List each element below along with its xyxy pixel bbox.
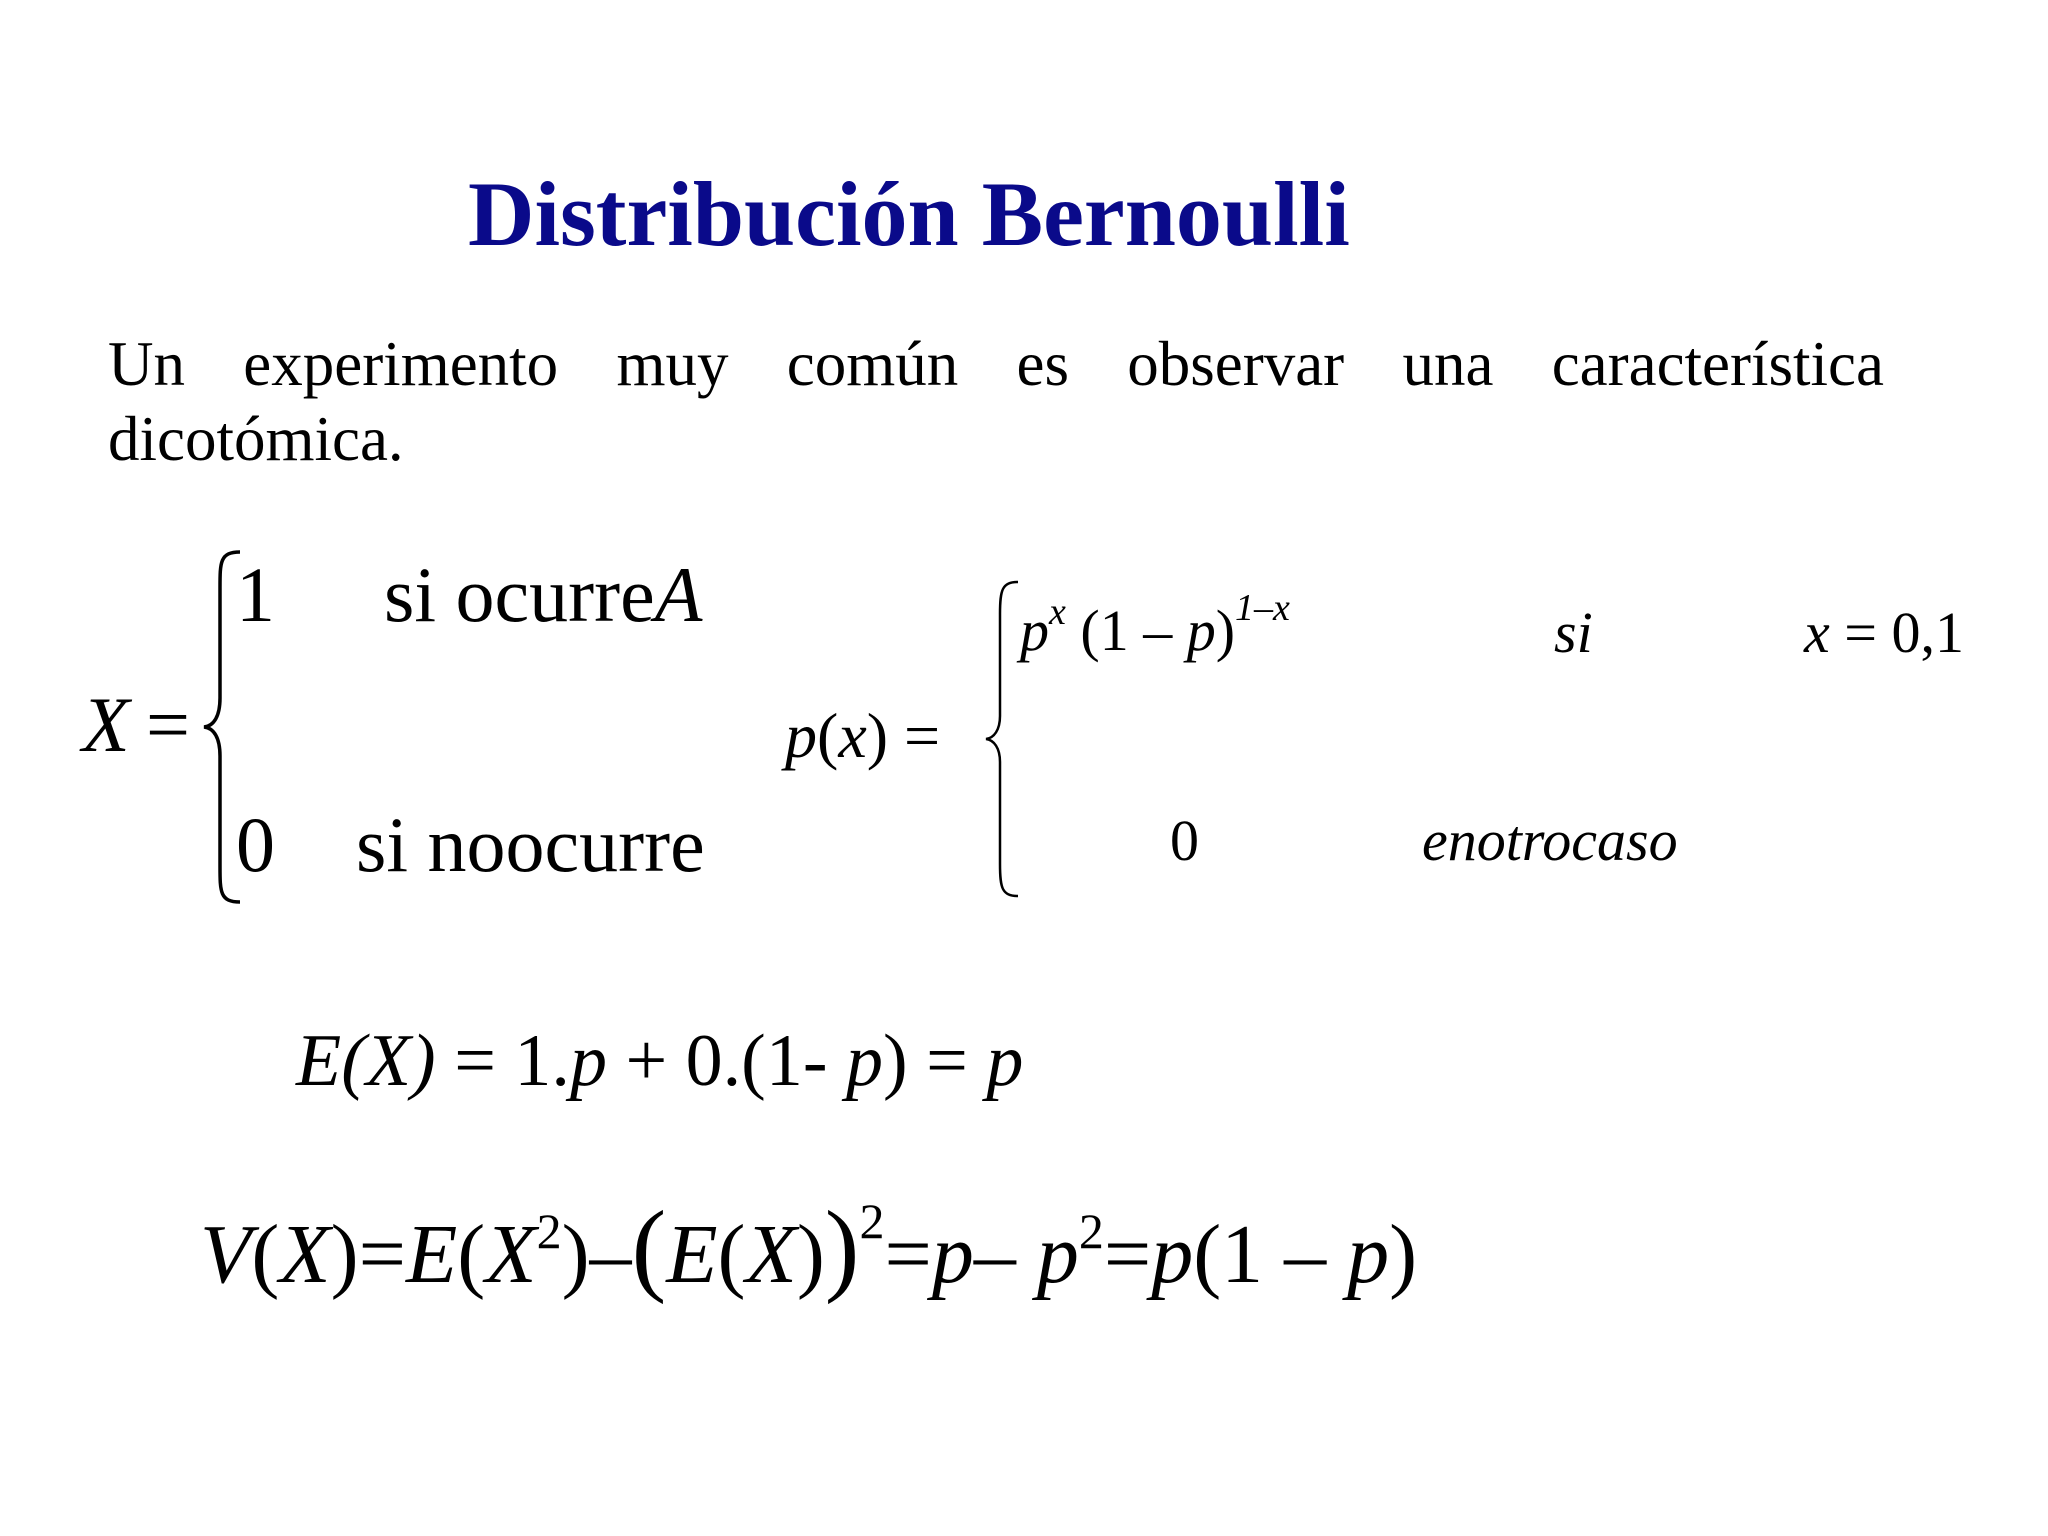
variance-end: ) — [1389, 1208, 1418, 1301]
intro-word: observar — [1127, 329, 1345, 399]
variance-minus: – — [973, 1208, 1037, 1301]
intro-line-2: dicotómica. — [108, 404, 404, 474]
intro-word: experimento — [243, 329, 559, 399]
variance-open3: ( — [717, 1208, 746, 1301]
variance-e2: E — [666, 1208, 718, 1301]
pmf-row1-p: p — [1020, 598, 1049, 663]
variance-x3: X — [745, 1208, 797, 1301]
variance-paren-part: (1 – — [1193, 1208, 1348, 1301]
pmf-row1-sup-x: x — [1049, 591, 1066, 633]
variance-formula — [200, 1190, 1418, 1305]
intro-word: muy — [616, 329, 729, 399]
expectation-lhs: E(X) — [296, 1020, 436, 1102]
variance-x2: X — [485, 1208, 537, 1301]
variance-eq3: = — [1103, 1208, 1152, 1301]
variance-close-eq: )= — [330, 1208, 406, 1301]
pmf-row1-cond: = 0,1 — [1829, 600, 1964, 665]
pmf-row1-condition — [1804, 600, 1964, 665]
pmf-lhs-open: ( — [817, 700, 839, 771]
case2-condition: si noocurre — [356, 801, 705, 888]
intro-word: Un — [108, 329, 185, 399]
intro-word: característica — [1551, 329, 1884, 399]
pmf-row1-p2: p — [1186, 598, 1216, 663]
pmf-lhs-p: p — [785, 700, 817, 771]
expectation-formula — [296, 1020, 1024, 1102]
expectation-mid: + 0.(1- — [606, 1020, 846, 1102]
variance-x1: X — [279, 1208, 331, 1301]
variance-close2: )– — [561, 1208, 632, 1301]
variance-big-close: ) — [824, 1190, 860, 1305]
intro-word: común — [786, 329, 959, 399]
expectation-eq1: = 1. — [435, 1020, 570, 1102]
intro-line-1 — [108, 329, 1884, 399]
variance-sup1: 2 — [536, 1203, 562, 1259]
slide-title: Distribución Bernoulli — [468, 163, 1350, 265]
case1-text: si ocurre — [384, 551, 655, 638]
variance-open1: ( — [251, 1208, 280, 1301]
pmf-row1-formula — [1020, 587, 1290, 663]
variance-p2: p — [1036, 1208, 1079, 1301]
x-equals: = — [146, 681, 190, 768]
variance-p4: p — [1347, 1208, 1390, 1301]
variance-eq2: = — [884, 1208, 932, 1301]
expectation-p1: p — [569, 1020, 607, 1102]
pmf-row1-close: ) — [1215, 598, 1236, 663]
pmf-row2-text: enotrocaso — [1422, 808, 1678, 873]
pmf-equals: = — [904, 700, 941, 771]
case1-value: 1 — [236, 551, 275, 638]
intro-word: es — [1016, 329, 1069, 399]
variance-big-open: ( — [631, 1190, 667, 1305]
pmf-row2-value: 0 — [1170, 808, 1199, 873]
left-brace-icon — [982, 578, 1022, 900]
pmf-row1-si: si — [1554, 600, 1593, 665]
pmf-lhs — [785, 700, 941, 771]
variance-close3: ) — [796, 1208, 825, 1301]
pmf-lhs-x: x — [838, 700, 867, 771]
expectation-p2: p — [845, 1020, 883, 1102]
expectation-close: ) = — [882, 1020, 987, 1102]
x-lhs: X — [82, 681, 130, 768]
intro-word: una — [1402, 329, 1494, 399]
pmf-lhs-close: ) — [866, 700, 889, 771]
pmf-row1-x: x — [1804, 600, 1830, 665]
variance-e1: E — [405, 1208, 458, 1301]
variance-v: V — [200, 1208, 252, 1301]
pmf-row1-sup: 1–x — [1235, 587, 1290, 629]
variance-sup3: 2 — [1078, 1203, 1104, 1259]
variance-p1: p — [931, 1208, 974, 1301]
case2-value: 0 — [236, 801, 275, 888]
variance-sup2: 2 — [859, 1193, 885, 1249]
variance-open2: ( — [457, 1208, 486, 1301]
case1-event: A — [654, 551, 703, 638]
expectation-p3: p — [986, 1020, 1024, 1102]
case1-condition — [384, 551, 703, 638]
pmf-row1-mid: (1 – — [1080, 598, 1187, 663]
variance-p3: p — [1151, 1208, 1194, 1301]
